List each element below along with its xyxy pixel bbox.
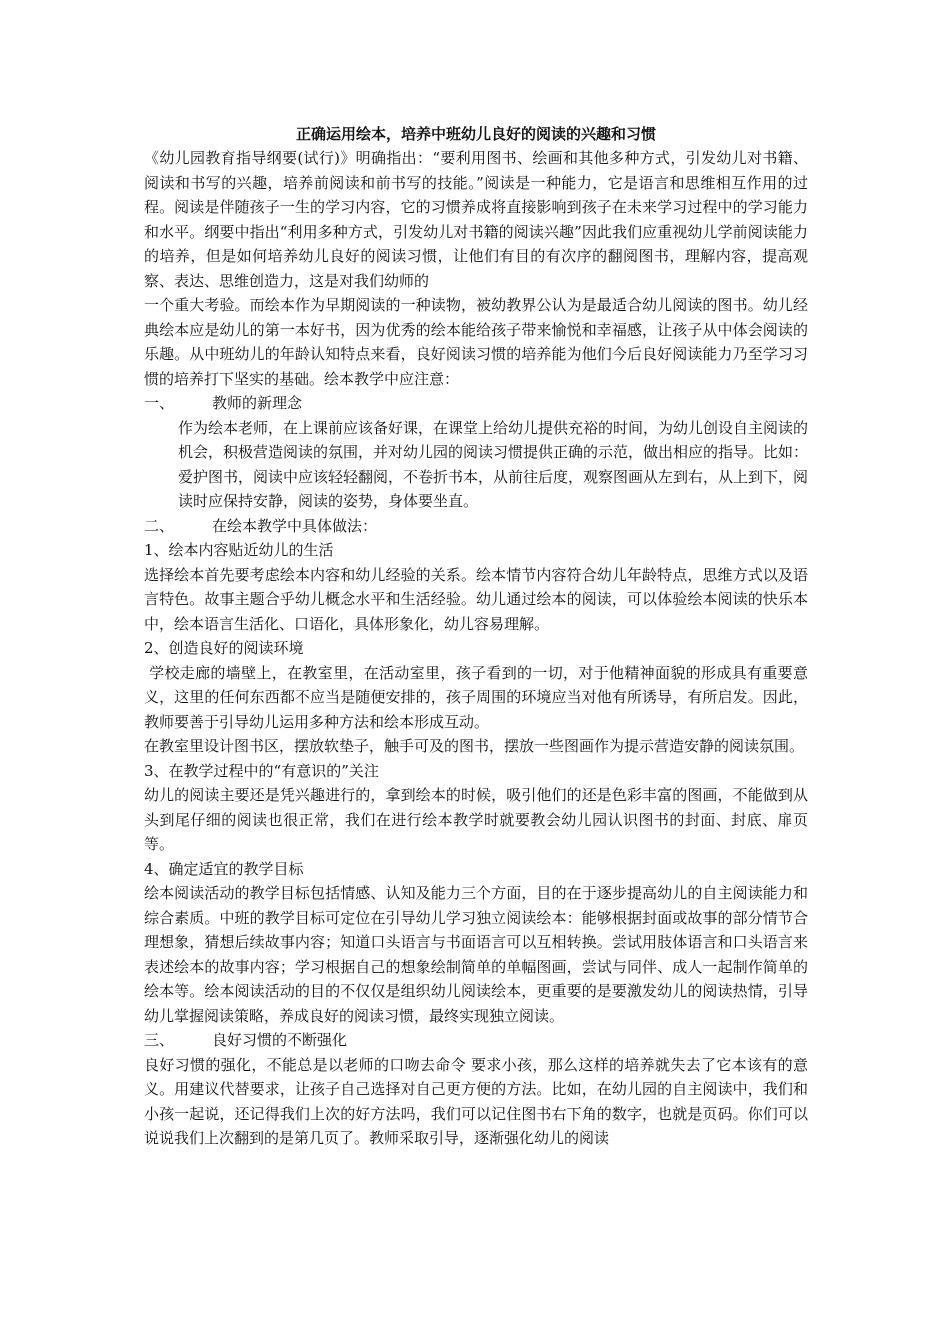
item-4-heading: 4、确定适宜的教学目标 bbox=[144, 859, 304, 878]
intro-paragraph-continued: 一个重大考验。而绘本作为早期阅读的一种读物，被幼教界公认为是最适合幼儿阅读的图书。幼儿经典绘本应是幼儿的第一本好书，因为优秀的绘本能给孩子带来愉悦和幸福感，让孩子从中体会阅读的乐趣。从中班幼儿的年龄认知特点来看，良好阅读习惯的培养能为他们今后良好阅读能力乃至学习习惯的培养打下坚实的基础。绘本教学中应注意： bbox=[144, 296, 808, 388]
item-2-body-continued: 在教室里设计图书区，摆放软垫子，触手可及的图书，摆放一些图画作为提示营造安静的阅读氛围。 bbox=[144, 737, 805, 755]
section-3-heading bbox=[144, 1028, 808, 1053]
document-title: 正确运用绘本，培养中班幼儿良好的阅读的兴趣和习惯 bbox=[295, 125, 656, 143]
section-1-title: 教师的新理念 bbox=[212, 394, 303, 412]
item-4-body: 绘本阅读活动的教学目标包括情感、认知及能力三个方面，目的在于逐步提高幼儿的自主阅读能力和综合素质。中班的教学目标可定位在引导幼儿学习独立阅读绘本：能够根据封面或故事的部分情节合理想象，猜想后续故事内容；知道口头语言与书面语言可以互相转换。尝试用肢体语言和口头语言来表述绘本的故事内容；学习根据自己的想象绘制简单的单幅图画，尝试与同伴、成人一起制作简单的绘本等。绘本阅读活动的目的不仅仅是组织幼儿阅读绘本，更重要的是要激发幼儿的阅读热情，引导幼儿掌握阅读策略，养成良好的阅读习惯，最终实现独立阅读。 bbox=[144, 884, 808, 1025]
section-3-title: 良好习惯的不断强化 bbox=[212, 1031, 348, 1049]
section-2-number: 二、 bbox=[144, 516, 175, 535]
item-2-body: 学校走廊的墙壁上，在教室里，在活动室里，孩子看到的一切，对于他精神面貌的形成具有重要意义，这里的任何东西都不应当是随便安排的，孩子周围的环境应当对他有所诱导，有所启发。因此，教师要善于引导幼儿运用多种方法和绘本形成互动。 bbox=[144, 663, 808, 731]
section-1-body: 作为绘本老师，在上课前应该备好课，在课堂上给幼儿提供充裕的时间，为幼儿创设自主阅读的机会，积极营造阅读的氛围，并对幼儿园的阅读习惯提供正确的示范，做出相应的指导。比如：爱护图书，阅读中应该轻轻翻阅，不卷折书本，从前往后度，观察图画从左到右，从上到下，阅读时应保持安静，阅读的姿势，身体要坐直。 bbox=[178, 418, 809, 510]
item-2-heading: 2、创造良好的阅读环境 bbox=[144, 639, 304, 657]
item-3-heading: 3、在教学过程中的“有意识的”关注 bbox=[144, 761, 379, 780]
document-page bbox=[144, 122, 808, 1151]
section-3-number: 三、 bbox=[144, 1031, 175, 1049]
section-1-number: 一、 bbox=[144, 394, 175, 412]
section-2-title: 在绘本教学中具体做法： bbox=[212, 516, 378, 535]
item-1-body: 选择绘本首先要考虑绘本内容和幼儿经验的关系。绘本情节内容符合幼儿年龄特点，思维方式以及语言特色。故事主题合乎幼儿概念水平和生活经验。幼儿通过绘本的阅读，可以体验绘本阅读的快乐本中，绘本语言生活化、口语化，具体形象化，幼儿容易理解。 bbox=[144, 565, 808, 633]
intro-paragraph: 《幼儿园教育指导纲要(试行)》明确指出：“要利用图书、绘画和其他多种方式，引发幼儿对书籍、阅读和书写的兴趣，培养前阅读和前书写的技能。”阅读是一种能力，它是语言和思维相互作用的过程。阅读是伴随孩子一生的学习内容，它的习惯养成将直接影响到孩子在未来学习过程中的学习能力和水平。纲要中指出“利用多种方式，引发幼儿对书籍的阅读兴趣”因此我们应重视幼儿学前阅读能力的培养，但是如何培养幼儿良好的阅读习惯，让他们有目的有次序的翻阅图书，理解内容，提高观察、表达、思维创造力，这是对我们幼师的 bbox=[144, 149, 808, 290]
section-2-heading bbox=[144, 514, 808, 539]
section-3-body: 良好习惯的强化，不能总是以老师的口吻去命令 要求小孩，那么这样的培养就失去了它本该有的意义。用建议代替要求，让孩子自己选择对自己更方便的方法。比如，在幼儿园的自主阅读中，我们和小孩一起说，还记得我们上次的好方法吗，我们可以记住图书右下角的数字，也就是页码。你们可以说说我们上次翻到的是第几页了。教师采取引导，逐渐强化幼儿的阅读 bbox=[144, 1055, 808, 1147]
item-1-heading: 1、绘本内容贴近幼儿的生活 bbox=[144, 541, 334, 559]
section-1-heading bbox=[144, 391, 808, 416]
item-3-body: 幼儿的阅读主要还是凭兴趣进行的，拿到绘本的时候，吸引他们的还是色彩丰富的图画，不能做到从头到尾仔细的阅读也很正常，我们在进行绘本教学时就要教会幼儿园认识图书的封面、封底、扉页等。 bbox=[144, 786, 808, 853]
